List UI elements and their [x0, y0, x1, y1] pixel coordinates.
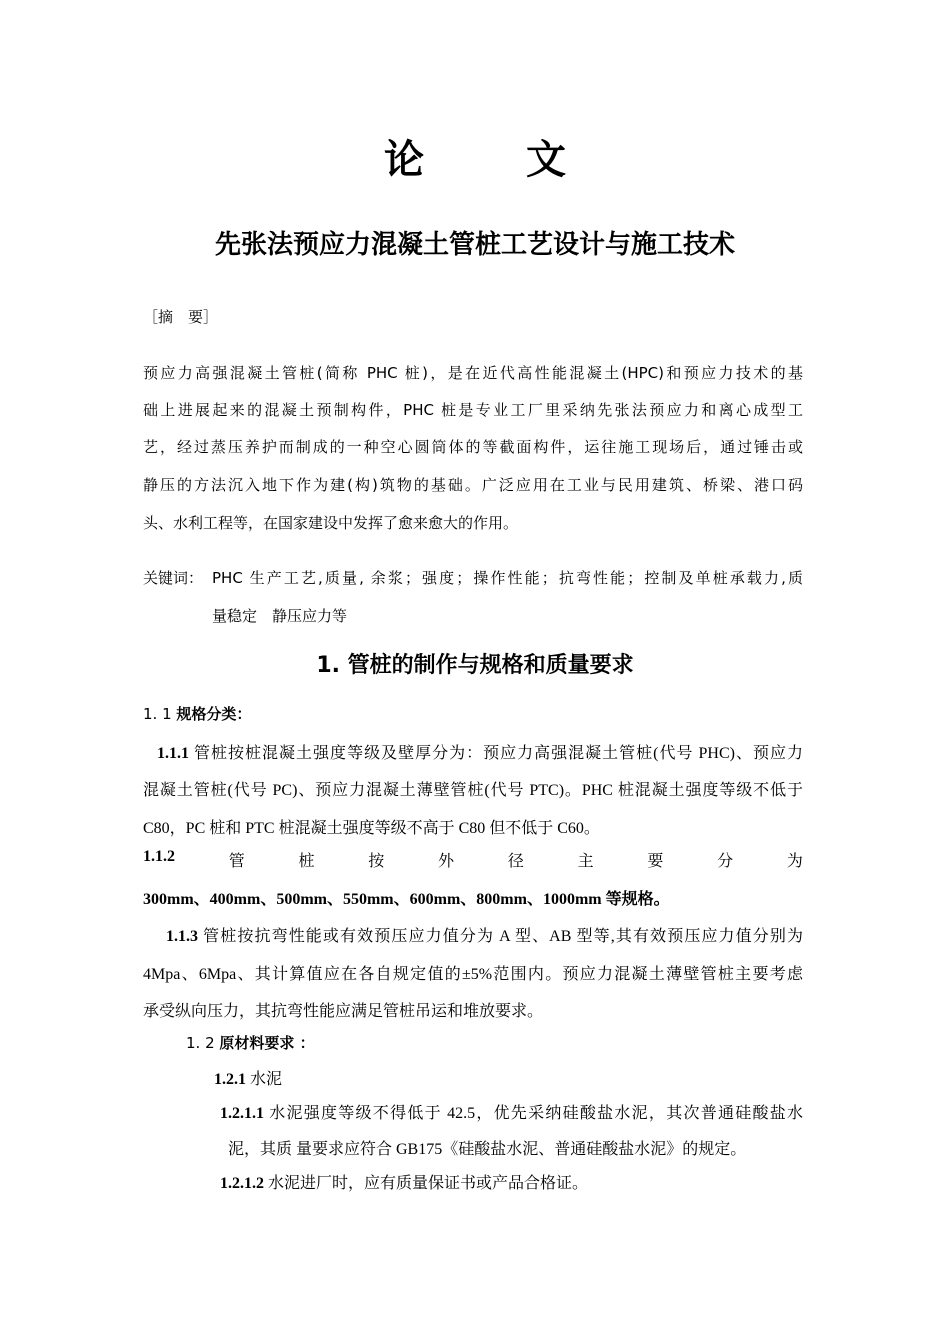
abstract-line: 预应力高强混凝土管桩(简称 PHC 桩)，是在近代高性能混凝土(HPC)和预应力技术的基 [143, 364, 803, 382]
spread-char: 分 [717, 853, 734, 870]
paragraph-line: C80，PC 桩和 PTC 桩混凝土强度等级不高于 C80 但不低于 C60。 [143, 820, 600, 837]
spread-char: 外 [438, 853, 455, 870]
spread-char: 管 [228, 853, 245, 870]
paragraph-line [166, 923, 803, 946]
paragraph-line-spread [143, 848, 803, 871]
paragraph-line [220, 1170, 588, 1193]
paragraph-line [214, 1066, 282, 1089]
abstract-line: 头、水利工程等，在国家建设中发挥了愈来愈大的作用。 [143, 514, 519, 532]
subsection-title: 原材料要求 ： [219, 1034, 315, 1052]
subsection-number: 1. 1 [143, 705, 172, 723]
paragraph-number: 1.1.1 [157, 745, 189, 762]
paragraph-number: 1.2.1 [214, 1071, 246, 1088]
paragraph-text: 管桩按抗弯性能或有效预压应力值分为 A 型、AB 型等,其有效预压应力值分别为 [203, 928, 804, 945]
spread-char: 按 [368, 853, 385, 870]
abstract-line: 础上进展起来的混凝土预制构件，PHC 桩是专业工厂里采纳先张法预应力和离心成型工 [143, 401, 803, 419]
abstract-line: 静压的方法沉入地下作为建(构)筑物的基础。广泛应用在工业与民用建筑、桥梁、港口码 [143, 476, 803, 494]
keywords-text: PHC 生产工艺,质量, 余浆；强度；操作性能；抗弯性能；控制及单桩承载力,质 [212, 569, 803, 587]
subsection-heading [186, 1032, 315, 1053]
abstract-label: ［摘 要］ [143, 308, 219, 326]
paragraph-number: 1.2.1.2 [220, 1175, 264, 1192]
paragraph-line [157, 740, 803, 763]
paragraph-line: 泥，其质 量要求应符合 GB175《硅酸盐水泥、普通硅酸盐水泥》的规定。 [228, 1141, 747, 1158]
keywords-label: 关键词： [143, 569, 204, 587]
paragraph-line: 300mm、400mm、500mm、550mm、600mm、800mm、1000mm 等规格。 [143, 891, 670, 908]
keywords-text-continued: 量稳定 静压应力等 [212, 607, 348, 625]
spread-char: 主 [577, 853, 594, 870]
document-type-heading: 论 文 [384, 137, 610, 183]
spread-char: 径 [507, 853, 524, 870]
spread-char: 桩 [298, 853, 315, 870]
spread-char: 要 [647, 853, 664, 870]
paragraph-number: 1.1.3 [166, 928, 198, 945]
subsection-title: 规格分类： [176, 705, 252, 723]
paragraph-text: 水泥强度等级不得低于 42.5，优先采纳硅酸盐水泥，其次普通硅酸盐水 [269, 1105, 803, 1122]
paragraph-text: 水泥 [250, 1071, 283, 1088]
paragraph-text: 管桩按桩混凝土强度等级及壁厚分为：预应力高强混凝土管桩(代号 PHC)、预应力 [194, 745, 803, 762]
paragraph-number: 1.1.2 [143, 848, 175, 865]
paragraph-line [220, 1100, 803, 1123]
spread-char: 为 [786, 853, 803, 870]
document-title: 先张法预应力混凝土管桩工艺设计与施工技术 [214, 230, 735, 260]
subsection-number: 1. 2 [186, 1034, 215, 1052]
paragraph-line: 4Mpa、6Mpa、其计算值应在各自规定值的±5%范围内。预应力混凝土薄壁管桩主要考虑 [143, 966, 803, 983]
paragraph-line: 混凝土管桩(代号 PC)、预应力混凝土薄壁管桩(代号 PTC)。PHC 桩混凝土强度等级不低于 [143, 782, 803, 799]
subsection-heading [143, 703, 251, 724]
paragraph-line: 承受纵向压力，其抗弯性能应满足管桩吊运和堆放要求。 [143, 1003, 544, 1020]
abstract-line: 艺，经过蒸压养护而制成的一种空心圆筒体的等截面构件，运往施工现场后，通过锤击或 [143, 438, 803, 456]
paragraph-text: 水泥进厂时，应有质量保证书或产品合格证。 [268, 1175, 589, 1192]
section-heading: 1. 管桩的制作与规格和质量要求 [316, 653, 634, 678]
paragraph-number: 1.2.1.1 [220, 1105, 264, 1122]
